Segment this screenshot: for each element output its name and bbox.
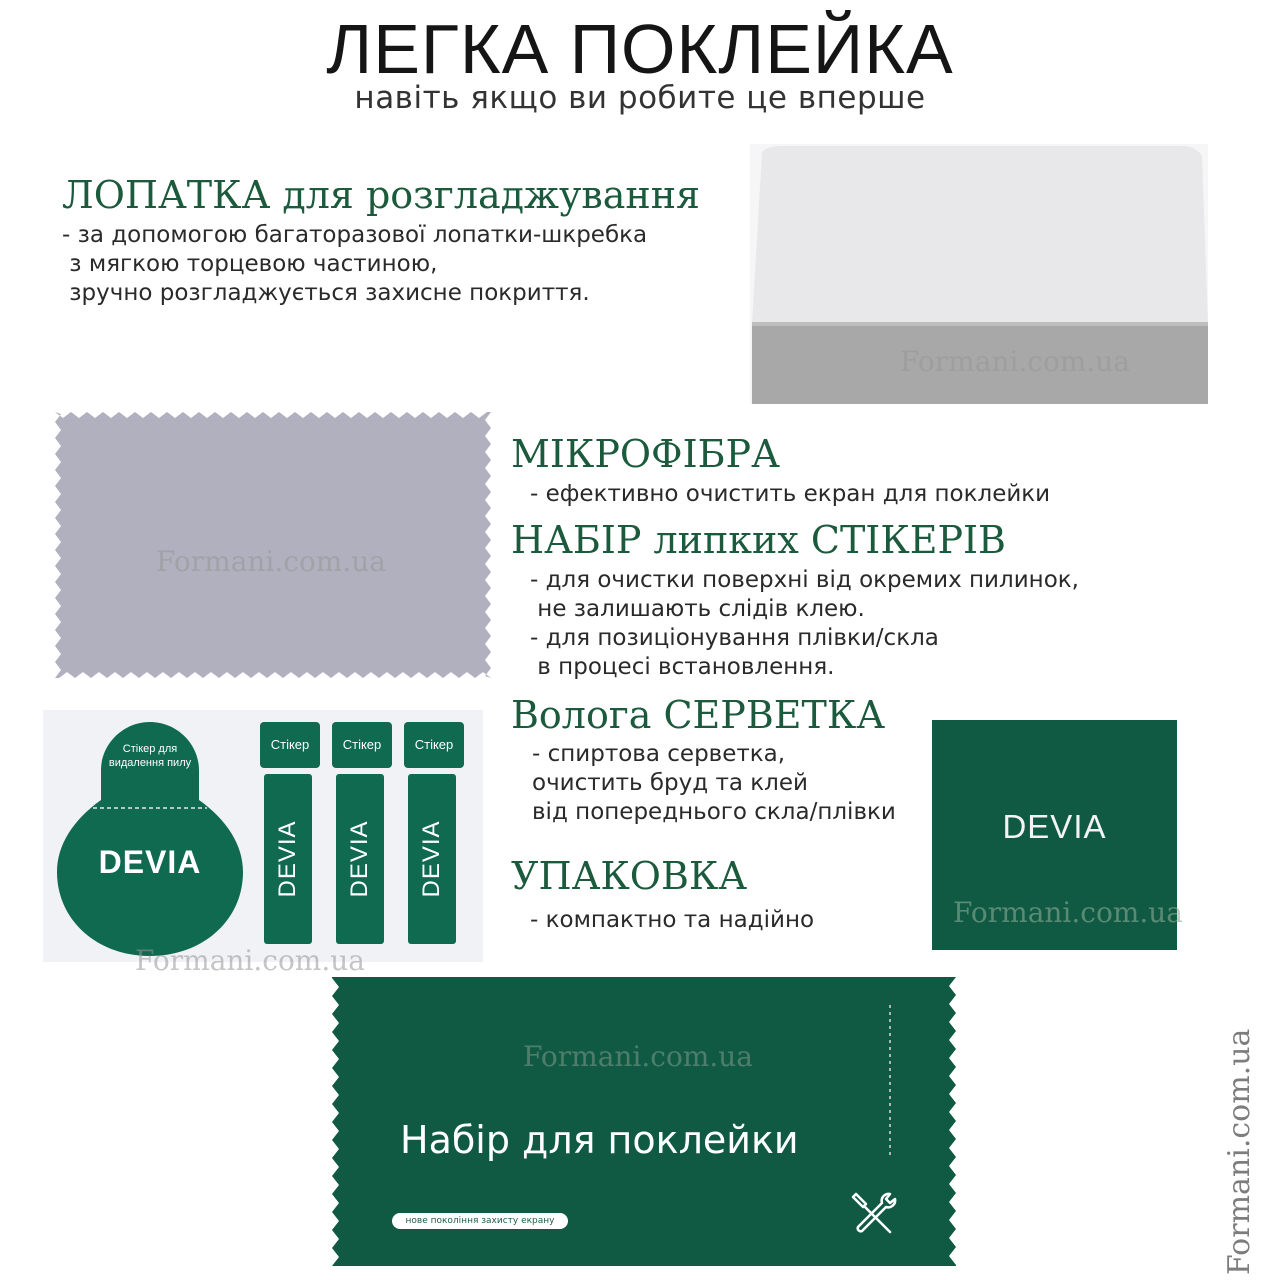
strip-2 xyxy=(336,774,384,944)
watermark-spatula: Formani.com.ua xyxy=(900,345,1130,378)
package-line-1: - компактно та надійно xyxy=(530,907,815,933)
wipe-line-2: очистить бруд та клей xyxy=(532,770,808,796)
wipe-title: Волога СЕРВЕТКА xyxy=(511,693,886,737)
stickers-line-2: не залишають слідів клею. xyxy=(530,596,865,622)
spatula-line-2: з мягкою торцевою частиною, xyxy=(62,251,438,277)
side-watermark: Formani.com.ua xyxy=(1222,1028,1257,1275)
watermark-stickers: Formani.com.ua xyxy=(135,944,365,977)
strip-3-brand: DEVIA xyxy=(418,820,445,898)
strip-3 xyxy=(408,774,456,944)
dust-sticker-label-line-1: Стікер для xyxy=(122,743,178,755)
spatula-line-3: зручно розгладжується захисне покриття. xyxy=(62,280,590,306)
wipe-description xyxy=(532,740,896,827)
package-description xyxy=(530,906,814,935)
stickers-description xyxy=(530,566,1079,682)
package-strip: нове покоління захисту екрану xyxy=(392,1213,568,1229)
dust-sticker-label xyxy=(105,742,195,770)
page-title: ЛЕГКА ПОКЛЕЙКА xyxy=(326,10,954,88)
wipe-line-3: від попереднього скла/плівки xyxy=(532,799,896,825)
strip-2-brand: DEVIA xyxy=(346,820,373,898)
strip-tab-1: Стікер xyxy=(260,722,320,768)
microfiber-line-1: - ефективно очистить екран для поклейки xyxy=(530,481,1051,507)
stickers-line-4: в процесі встановлення. xyxy=(530,654,835,680)
stickers-title: НАБІР липких СТІКЕРІВ xyxy=(511,518,1006,562)
page-subtitle: навіть якщо ви робите це вперше xyxy=(354,80,926,116)
watermark-microfiber: Formani.com.ua xyxy=(156,545,386,578)
spatula-title: ЛОПАТКА для розгладжування xyxy=(62,173,701,217)
strip-1-brand: DEVIA xyxy=(274,820,301,898)
package-label: Набір для поклейки xyxy=(400,1118,799,1162)
watermark-wipe: Formani.com.ua xyxy=(953,896,1183,929)
tools-icon xyxy=(848,1188,902,1238)
strip-tab-2: Стікер xyxy=(332,722,392,768)
sticker-sheet-image xyxy=(43,710,483,962)
microfiber-title: МІКРОФІБРА xyxy=(511,432,780,476)
dust-sticker-brand: DEVIA xyxy=(98,844,202,880)
stickers-line-3: - для позиціонування плівки/скла xyxy=(530,625,939,651)
wet-wipe-brand: DEVIA xyxy=(1002,808,1107,845)
package-title: УПАКОВКА xyxy=(511,854,748,898)
strip-tab-3: Стікер xyxy=(404,722,464,768)
wipe-line-1: - спиртова серветка, xyxy=(532,741,786,767)
stickers-line-1: - для очистки поверхні від окремих пилинок, xyxy=(530,567,1079,593)
microfiber-description xyxy=(530,480,1050,509)
spatula-line-1: - за допомогою багаторазової лопатки-шкребка xyxy=(62,222,648,248)
watermark-package: Formani.com.ua xyxy=(523,1040,753,1073)
strip-1 xyxy=(264,774,312,944)
spatula-description xyxy=(62,221,647,308)
dust-sticker-label-line-2: видалення пилу xyxy=(108,757,192,769)
